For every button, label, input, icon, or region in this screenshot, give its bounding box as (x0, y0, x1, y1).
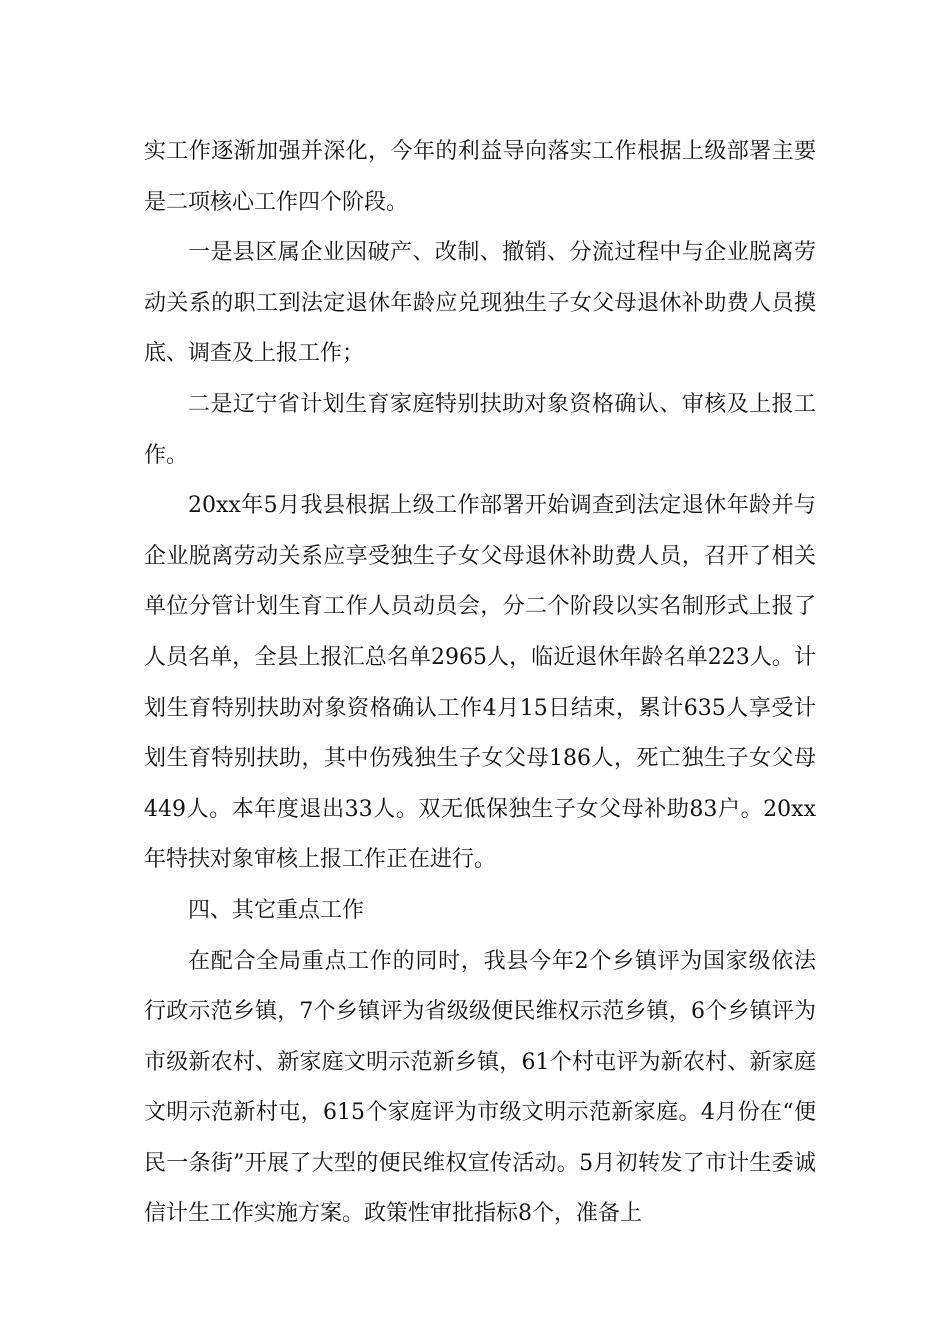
section-heading: 四、其它重点工作 (188, 897, 365, 923)
paragraph-item-two: 二是辽宁省计划生育家庭特别扶助对象资格确认、审核及上报工作。 (144, 391, 816, 468)
paragraph-continuation: 实工作逐渐加强并深化，今年的利益导向落实工作根据上级部署主要是二项核心工作四个阶段。 (144, 139, 816, 215)
paragraph-statistics: 20xx年5月我县根据上级工作部署开始调查到法定退休年龄并与企业脱离劳动关系应享受独生子女父母退休补助费人员，召开了相关单位分管计划生育工作人员动员会，分二个阶段以实名制形式上报了人员名单，全县上报汇总名单2965人，临近退休年龄名单223人。计划生育特别扶助对象资格确认工作4月15日结束，累计635人享受计划生育特别扶助，其中伤残独生子女父母186人，死亡独生子女父母449人。本年度退出33人。双无低保独生子女父母补助83户。20xx年特扶对象审核上报工作正在进行。 (144, 493, 816, 873)
paragraph-other-work: 在配合全局重点工作的同时，我县今年2个乡镇评为国家级依法行政示范乡镇，7个乡镇评为省级级便民维权示范乡镇，6个乡镇评为市级新农村、新家庭文明示范新乡镇，61个村屯评为新农村、新家庭文明示范新村屯，615个家庭评为市级文明示范新家庭。4月份在“便民一条街”开展了大型的便民维权宣传活动。5月初转发了市计生委诚信计生工作实施方案。政策性审批指标8个，准备上 (144, 948, 816, 1227)
paragraph-item-one: 一是县区属企业因破产、改制、撤销、分流过程中与企业脱离劳动关系的职工到法定退休年龄应兑现独生子女父母退休补助费人员摸底、调查及上报工作； (144, 240, 816, 367)
document-body (144, 127, 816, 1240)
